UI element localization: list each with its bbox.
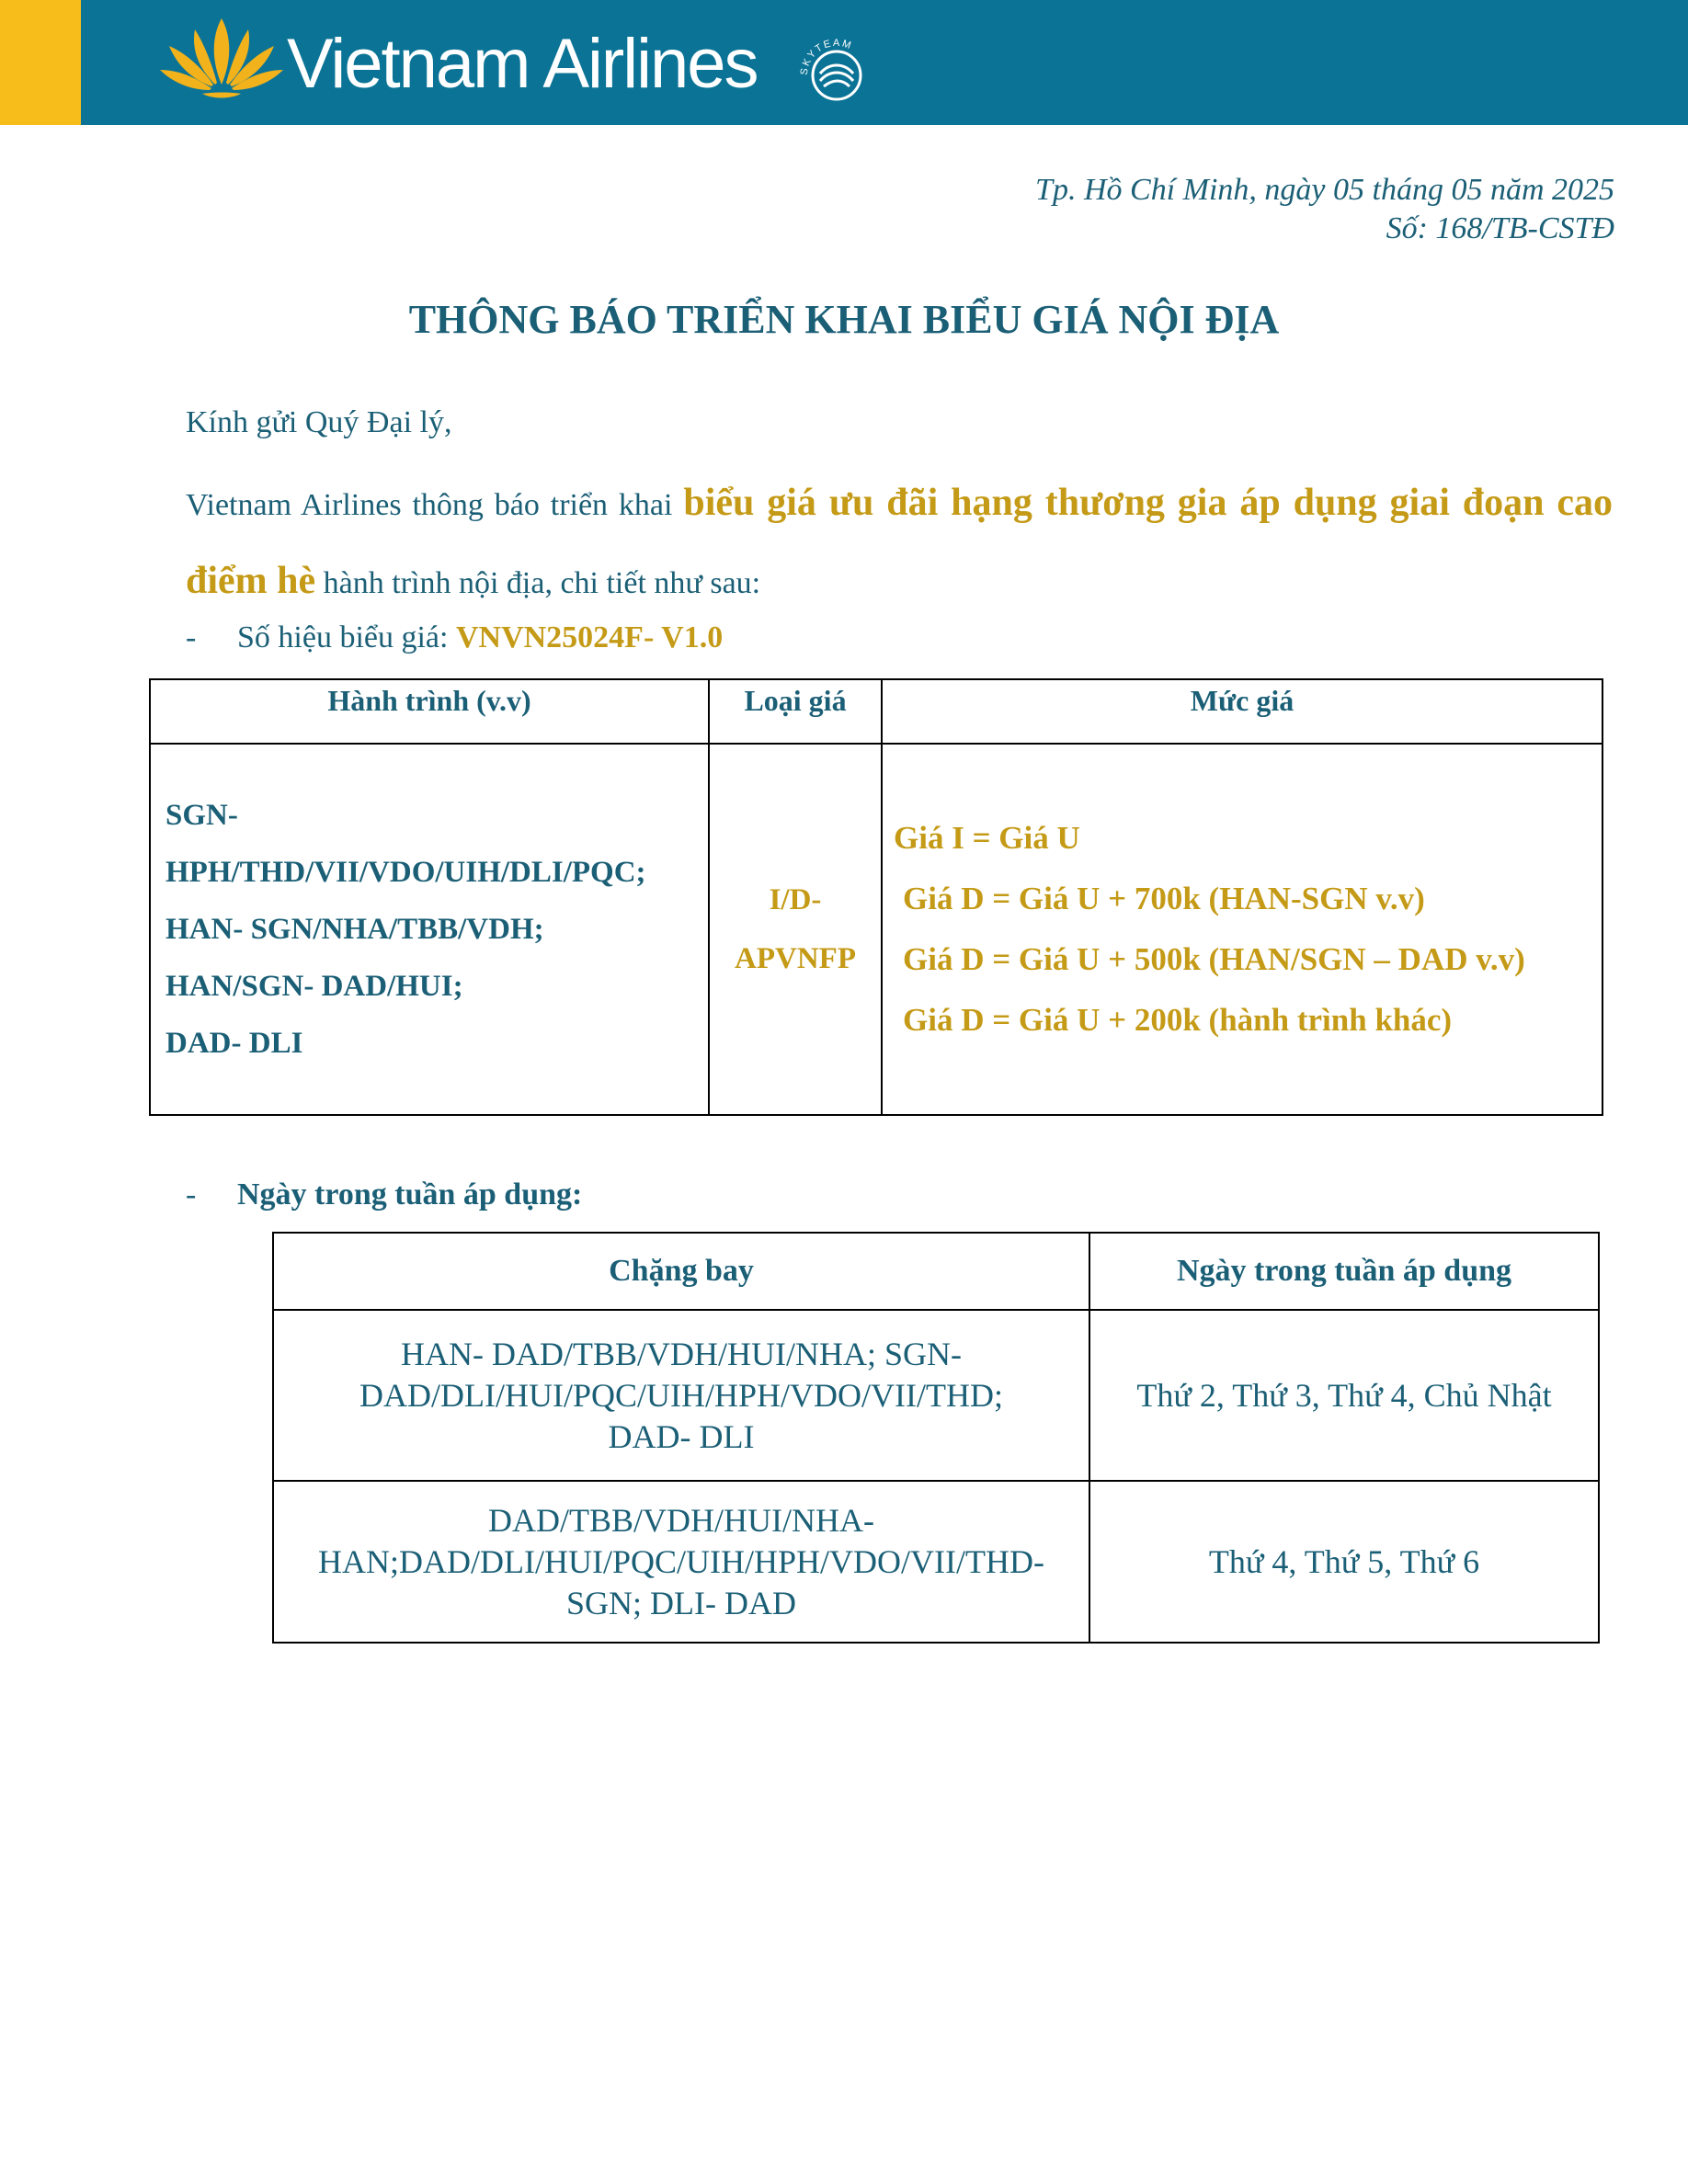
document-number: Số: 168/TB-CSTĐ — [1386, 211, 1614, 245]
segment-line: DAD/TBB/VDH/HUI/NHA- — [488, 1501, 874, 1539]
route-line: SGN- — [165, 799, 238, 832]
price-line: Giá D = Giá U + 500k (HAN/SGN – DAD v.v) — [903, 941, 1525, 977]
brand-wordmark: Vietnam Airlines — [287, 25, 758, 103]
fare-table-row — [150, 744, 1602, 1115]
segment-line: HAN;DAD/DLI/HUI/PQC/UIH/HPH/VDO/VII/THD- — [318, 1542, 1044, 1580]
days-section-heading — [186, 1173, 582, 1217]
days-section-label: Ngày trong tuần áp dụng: — [237, 1177, 583, 1211]
price-cell — [882, 744, 1602, 1115]
intro-text-before: Vietnam Airlines thông báo triển khai — [186, 488, 684, 522]
days-cell: Thứ 4, Thứ 5, Thứ 6 — [1089, 1481, 1599, 1643]
fare-type-cell — [709, 744, 882, 1115]
segment-line: SGN; DLI- DAD — [566, 1584, 796, 1621]
price-line: Giá D = Giá U + 700k (HAN-SGN v.v) — [903, 881, 1425, 916]
fare-table — [149, 678, 1603, 1116]
route-line: HPH/THD/VII/VDO/UIH/DLI/PQC; — [165, 856, 646, 889]
price-line: Giá D = Giá U + 200k (hành trình khác) — [903, 1002, 1453, 1038]
header-route: Hành trình (v.v) — [150, 679, 709, 744]
header-segment: Chặng bay — [273, 1233, 1089, 1310]
intro-paragraph — [186, 465, 1613, 621]
fare-type-line: APVNFP — [735, 942, 856, 975]
day-table — [272, 1232, 1600, 1644]
header-price: Mức giá — [882, 679, 1602, 744]
segment-cell — [273, 1481, 1089, 1643]
greeting: Kính gửi Quý Đại lý, — [186, 405, 452, 439]
header-days: Ngày trong tuần áp dụng — [1089, 1233, 1599, 1310]
fare-table-header-row — [150, 679, 1602, 744]
document-title: THÔNG BÁO TRIỂN KHAI BIỂU GIÁ NỘI ĐỊA — [408, 297, 1280, 342]
bullet-dash: - — [186, 1177, 197, 1211]
fare-code-line — [186, 616, 723, 660]
skyteam-alliance-icon — [793, 28, 881, 116]
lotus-logo-icon — [158, 13, 285, 101]
fare-code-value: VNVN25024F- V1.0 — [455, 620, 724, 654]
price-line: Giá I = Giá U — [894, 820, 1080, 856]
route-line: DAD- DLI — [165, 1027, 303, 1060]
fare-type-line: I/D- — [769, 883, 822, 916]
route-line: HAN- SGN/NHA/TBB/VDH; — [165, 913, 544, 946]
route-line: HAN/SGN- DAD/HUI; — [165, 970, 463, 1003]
segment-line: DAD- DLI — [608, 1417, 755, 1455]
segment-cell — [273, 1310, 1089, 1481]
segment-line: DAD/DLI/HUI/PQC/UIH/HPH/VDO/VII/THD; — [359, 1376, 1003, 1414]
day-table-row — [273, 1481, 1599, 1643]
day-table-row — [273, 1310, 1599, 1481]
segment-line: HAN- DAD/TBB/VDH/HUI/NHA; SGN- — [401, 1335, 962, 1372]
intro-highlight: biểu giá ưu đãi hạng thương gia áp dụng giai đoạn cao điểm hè — [186, 482, 1613, 602]
fare-code-label: Số hiệu biểu giá: — [237, 620, 456, 654]
days-cell: Thứ 2, Thứ 3, Thứ 4, Chủ Nhật — [1089, 1310, 1599, 1481]
header-accent-strip — [0, 0, 81, 125]
bullet-dash: - — [186, 620, 197, 654]
route-cell — [150, 744, 709, 1115]
document-meta — [1035, 171, 1614, 248]
svg-text:SKYTEAM: SKYTEAM — [798, 37, 854, 76]
day-table-header-row — [273, 1233, 1599, 1310]
header-fare-type: Loại giá — [709, 679, 882, 744]
intro-text-after: hành trình nội địa, chi tiết như sau: — [315, 566, 761, 600]
place-date: Tp. Hồ Chí Minh, ngày 05 tháng 05 năm 2025 — [1035, 173, 1614, 207]
